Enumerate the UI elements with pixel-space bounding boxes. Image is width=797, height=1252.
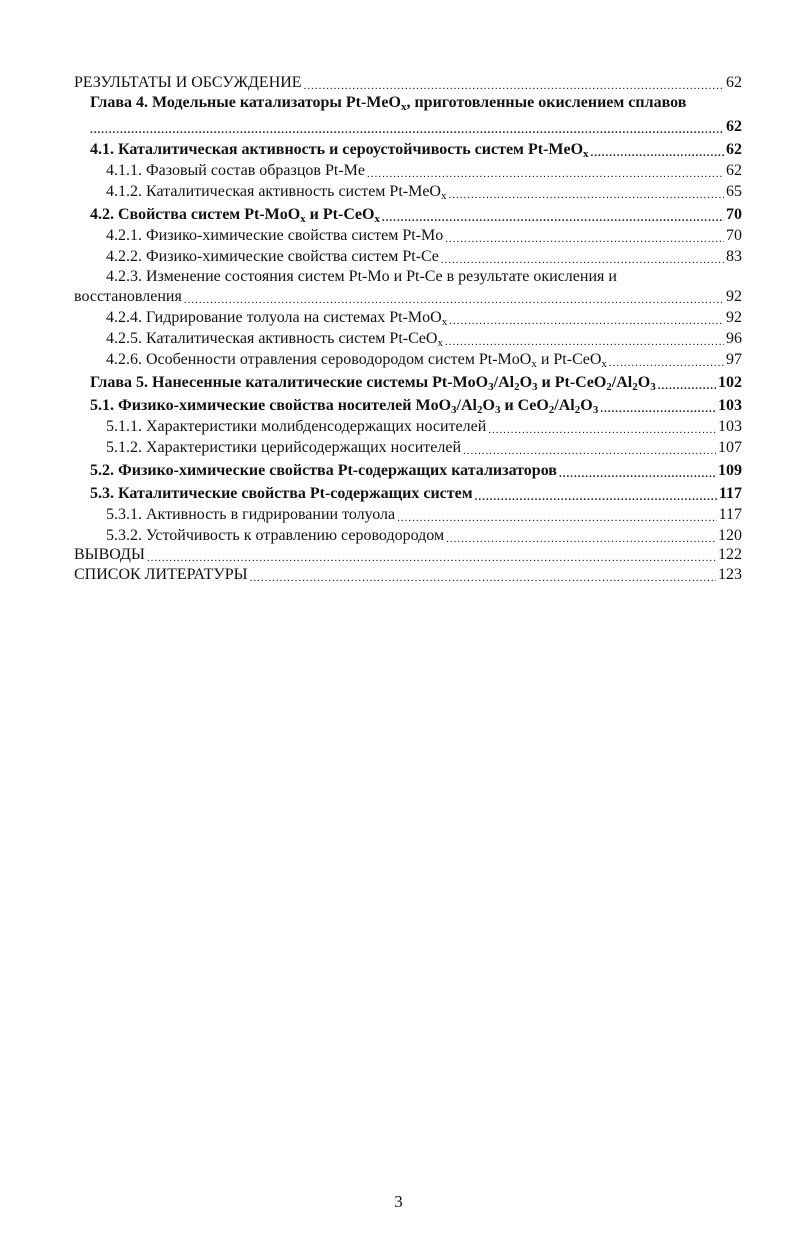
- toc-page-number: 122: [718, 546, 742, 563]
- leader-dots: [658, 381, 716, 389]
- leader-dots: [367, 169, 724, 177]
- toc-page-number: 70: [726, 227, 742, 244]
- toc-page-number: 97: [726, 351, 742, 368]
- toc-entry-4-1-2: [74, 181, 742, 202]
- toc-page-number: 92: [726, 309, 742, 326]
- toc-entry-title-continued: восстановления: [74, 288, 182, 305]
- leader-dots: [448, 190, 724, 198]
- leader-dots: [463, 446, 716, 454]
- toc-entry-conclusions: [74, 546, 742, 565]
- leader-dots: [397, 513, 716, 521]
- leader-dots: [475, 492, 717, 500]
- leader-dots: [184, 295, 724, 303]
- toc-entry-title: 5.1.1. Характеристики молибденсодержащих носителей: [106, 418, 487, 435]
- toc-page-number: 109: [718, 462, 742, 479]
- leader-dots: [250, 573, 716, 581]
- toc-page-number: 117: [718, 485, 742, 502]
- leader-dots: [449, 316, 724, 324]
- toc-entry-4-1-1: [74, 160, 742, 181]
- toc-entry-chapter-5: [74, 370, 742, 393]
- toc-entry-4-2-1: [74, 225, 742, 246]
- leader-dots: [559, 469, 716, 477]
- toc-entry-references: [74, 565, 742, 585]
- toc-entry-chapter-4: [74, 93, 742, 137]
- toc-entry-5-3: [74, 481, 742, 504]
- toc-entry-4-2: [74, 202, 742, 225]
- leader-dots: [441, 255, 724, 263]
- toc-page-number: 123: [718, 566, 742, 583]
- leader-dots: [304, 81, 724, 89]
- toc-entry-title: 5.3.2. Устойчивость к отравлению сероводородом: [106, 527, 445, 544]
- toc-entry-4-2-6: [74, 349, 742, 370]
- toc-entry-title: 4.2.4. Гидрирование толуола на системах Pt-MoO$_x$: [106, 309, 448, 328]
- toc-entry-title: 5.2. Физико-химические свойства Pt-содержащих катализаторов: [90, 462, 557, 479]
- toc-entry-title: ВЫВОДЫ: [74, 546, 145, 563]
- toc-entry-4-1: [74, 137, 742, 160]
- toc-page-number: 92: [726, 288, 742, 305]
- toc-page-number: 62: [726, 118, 742, 135]
- toc-entry-title: 4.1. Каталитическая активность и сероустойчивость систем Pt-MeO$_x$: [90, 141, 589, 160]
- toc-entry-title: Глава 4. Модельные катализаторы Pt-MeO$_x$, приготовленные окислением сплавов: [90, 94, 687, 113]
- toc-entry-title: Глава 5. Нанесенные каталитические системы $Pt-MoO_3/Al_2O_3$ и $Pt-CeO_2/Al_2O_3$: [90, 374, 656, 393]
- toc-entry-5-1-2: [74, 437, 742, 458]
- toc-entry-5-2: [74, 458, 742, 481]
- toc-entry-title: РЕЗУЛЬТАТЫ И ОБСУЖДЕНИЕ: [74, 74, 302, 91]
- toc-entry-title: СПИСОК ЛИТЕРАТУРЫ: [74, 566, 248, 583]
- toc-entry-4-2-5: [74, 328, 742, 349]
- toc-entry-title: 4.1.2. Каталитическая активность систем Pt-MeO$_x$: [106, 183, 447, 202]
- leader-dots: [591, 148, 724, 156]
- toc-page-number: 103: [718, 418, 742, 435]
- toc-entry-5-1-1: [74, 416, 742, 437]
- toc-entry-title: 4.2.5. Каталитическая активность систем Pt-CeO$_x$: [106, 330, 443, 349]
- toc-entry-title: 5.1.2. Характеристики церийсодержащих носителей: [106, 439, 462, 456]
- toc-entry-title: 4.2. Свойства систем Pt-MoO$_x$ и Pt-CeO$_x$: [90, 206, 380, 225]
- toc-page-number: 96: [726, 330, 742, 347]
- toc-entry-4-2-4: [74, 307, 742, 328]
- leader-dots: [446, 534, 716, 542]
- toc-entry-5-1: [74, 393, 742, 416]
- toc-entry-4-2-2: [74, 246, 742, 267]
- toc-entry-title: 4.1.1. Фазовый состав образцов Pt-Me: [106, 162, 365, 179]
- toc-entry-4-2-3: [74, 267, 742, 307]
- leader-dots: [445, 234, 724, 242]
- toc-page-number: 107: [718, 439, 742, 456]
- leader-dots: [488, 425, 716, 433]
- toc-entry-results: [74, 71, 742, 93]
- toc-entry-title: 5.3. Каталитические свойства Pt-содержащих систем: [90, 485, 473, 502]
- leader-dots: [609, 358, 724, 366]
- toc-entry-title: 4.2.1. Физико-химические свойства систем Pt-Mo: [106, 227, 444, 244]
- toc-entry-title: 4.2.2. Физико-химические свойства систем Pt-Ce: [106, 248, 439, 265]
- toc-entry-title: 4.2.3. Изменение состояния систем Pt-Mo и Pt-Ce в результате окисления и: [106, 268, 617, 285]
- leader-dots: [445, 337, 724, 345]
- toc-entry-5-3-2: [74, 525, 742, 546]
- leader-dots: [147, 553, 716, 561]
- toc-page-number: 102: [718, 374, 742, 391]
- toc-page-number: 83: [726, 248, 742, 265]
- leader-dots: [90, 125, 724, 133]
- toc-entry-5-3-1: [74, 504, 742, 525]
- page-number: 3: [394, 1192, 403, 1211]
- table-of-contents: [74, 71, 742, 585]
- toc-page-number: 103: [718, 397, 742, 414]
- toc-page-number: 65: [726, 183, 742, 200]
- leader-dots: [600, 404, 716, 412]
- toc-entry-title: 4.2.6. Особенности отравления сероводородом систем Pt-MoO$_x$ и Pt-CeO$_x$: [106, 351, 607, 370]
- toc-entry-title: 5.1. Физико-химические свойства носителей $MoO_3/Al_2O_3$ и $CeO_2/Al_2O_3$: [90, 397, 599, 416]
- toc-page-number: 62: [726, 74, 742, 91]
- toc-page-number: 120: [718, 527, 742, 544]
- toc-page-number: 117: [718, 506, 742, 523]
- toc-page-number: 62: [726, 141, 742, 158]
- toc-page-number: 70: [726, 206, 742, 223]
- leader-dots: [382, 213, 724, 221]
- toc-page-number: 62: [726, 162, 742, 179]
- toc-entry-title: 5.3.1. Активность в гидрировании толуола: [106, 506, 396, 523]
